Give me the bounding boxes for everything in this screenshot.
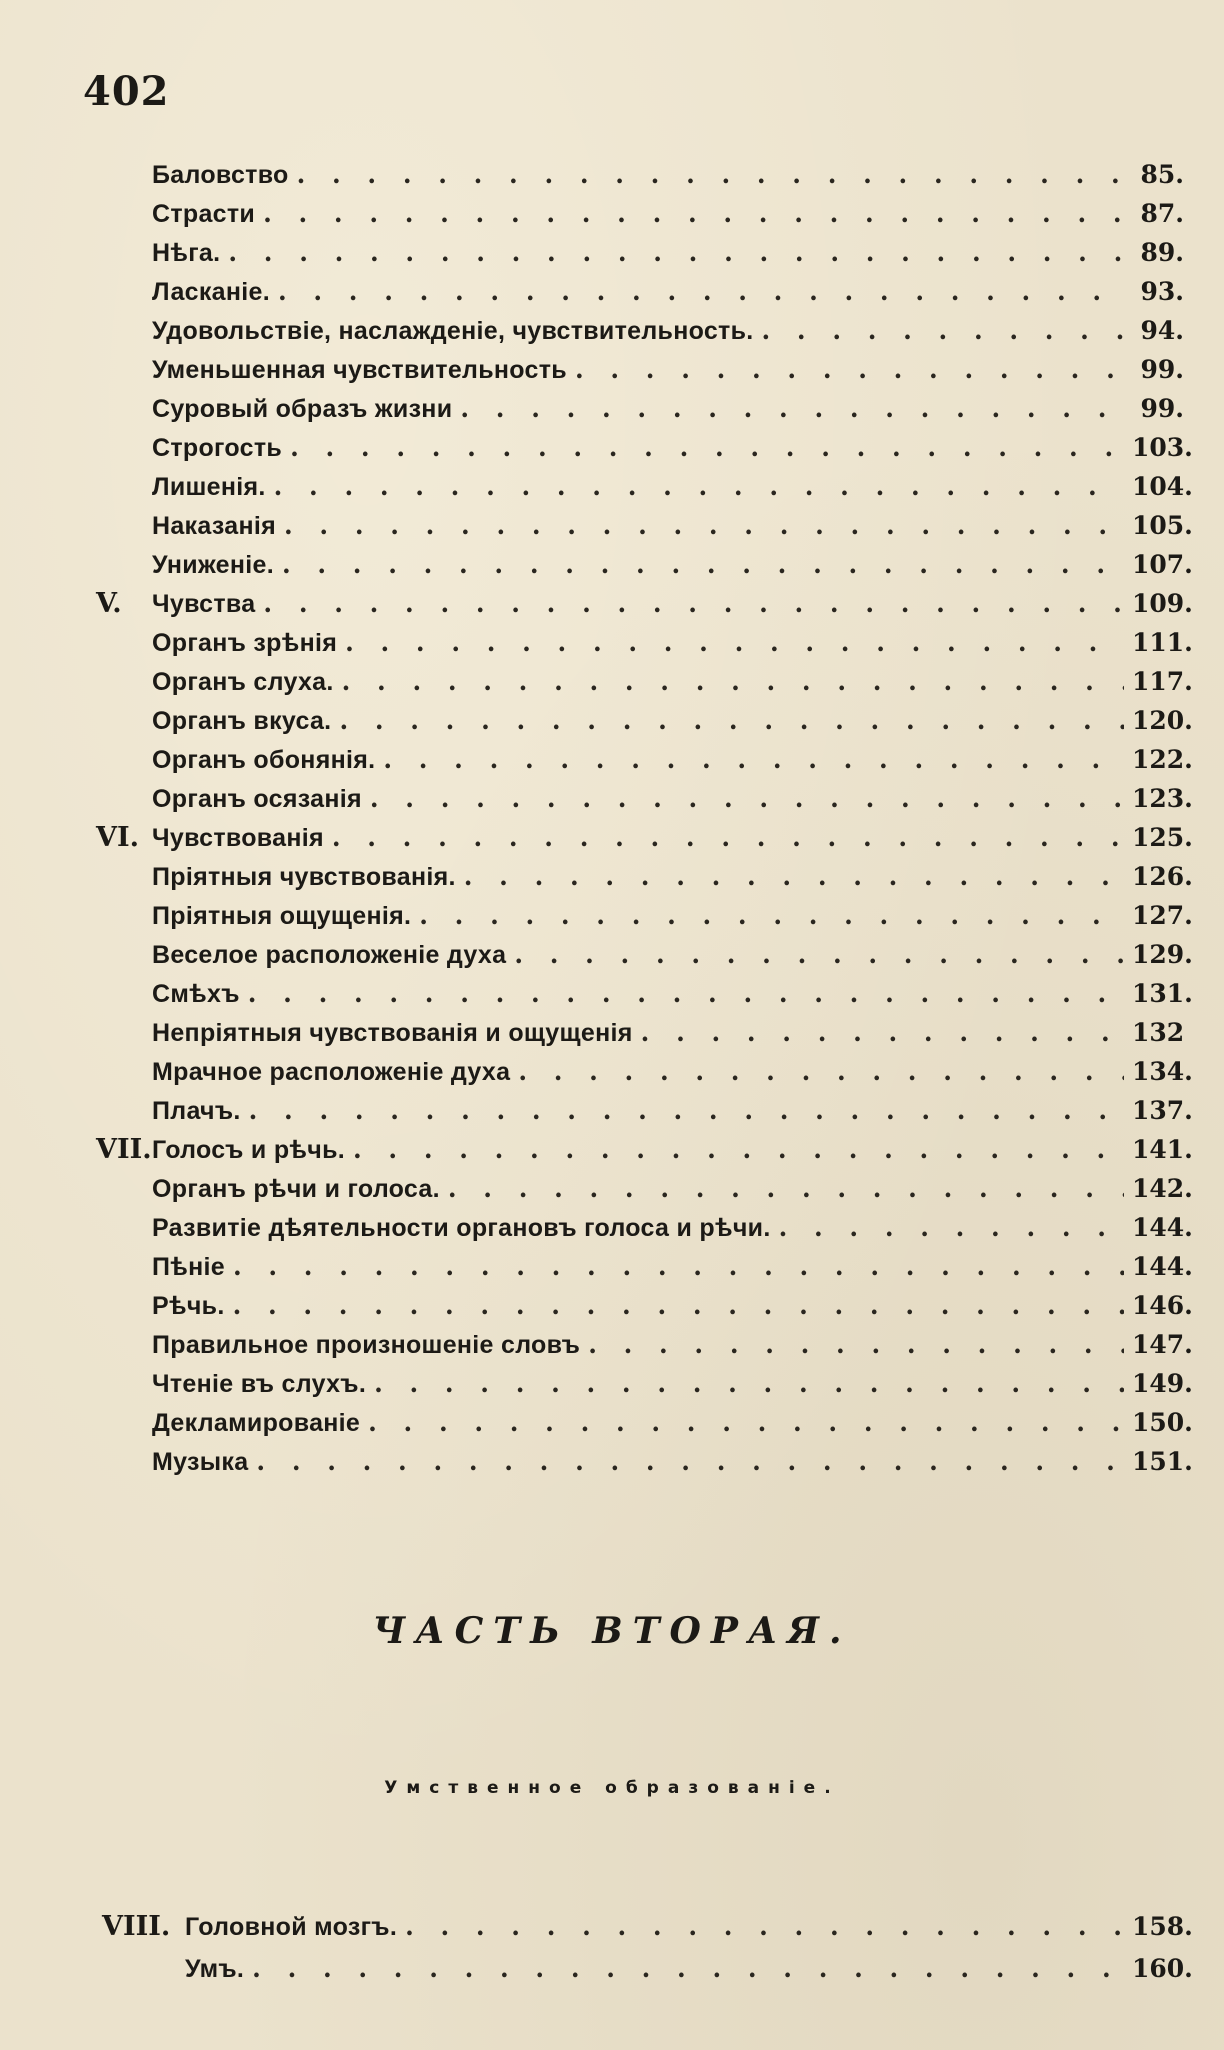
entry-page-number: 85. <box>1140 160 1184 189</box>
dot-leader <box>405 1908 1124 1946</box>
toc-entry-line <box>152 1053 1193 1091</box>
entry-page-number: 150. <box>1132 1408 1193 1437</box>
entry-title: Пѣніе <box>152 1253 225 1281</box>
toc-entry-line <box>152 1248 1193 1286</box>
dot-leader <box>252 1950 1124 1988</box>
entry-page-number: 104. <box>1132 472 1193 501</box>
toc-entry <box>0 351 1224 389</box>
toc-entry-line <box>152 156 1184 194</box>
toc-entry <box>0 858 1224 896</box>
entry-page-number: 120. <box>1132 706 1193 735</box>
toc-entry-line <box>185 1908 1193 1946</box>
toc-entry-line <box>152 897 1193 935</box>
dot-leader <box>256 1443 1124 1481</box>
toc-entry-line <box>185 1950 1193 1988</box>
toc-entry-line <box>152 975 1193 1013</box>
entry-page-number: 129. <box>1132 940 1193 969</box>
dot-leader <box>460 390 1124 428</box>
entry-page-number: 126. <box>1132 862 1193 891</box>
toc-entry-line <box>152 468 1193 506</box>
entry-title: Органъ вкуса. <box>152 707 332 735</box>
entry-title: Баловство <box>152 161 289 189</box>
dot-leader <box>233 1248 1124 1286</box>
toc-entry-line <box>152 351 1184 389</box>
entry-page-number: 107. <box>1132 550 1193 579</box>
entry-page-number: 123. <box>1132 784 1193 813</box>
toc-entry-line <box>152 195 1184 233</box>
entry-page-number: 99. <box>1140 394 1184 423</box>
toc-entry <box>0 507 1224 545</box>
dot-leader <box>263 585 1124 623</box>
dot-leader <box>374 1365 1124 1403</box>
entry-page-number: 132 <box>1132 1018 1185 1047</box>
toc-entry-line <box>152 1443 1193 1481</box>
entry-page-number: 141. <box>1132 1135 1193 1164</box>
toc-entry <box>0 1092 1224 1130</box>
entry-page-number: 117. <box>1132 667 1193 696</box>
dot-leader <box>464 858 1124 896</box>
toc-entry <box>0 1170 1224 1208</box>
entry-title: Правильное произношеніе словъ <box>152 1331 581 1359</box>
dot-leader <box>514 936 1124 974</box>
dot-leader <box>248 975 1124 1013</box>
dot-leader <box>249 1092 1124 1130</box>
toc-entry-line <box>152 1326 1193 1364</box>
toc-entry <box>0 1248 1224 1286</box>
toc-entry-line <box>152 858 1193 896</box>
toc-entry-line <box>152 273 1184 311</box>
entry-title: Плачъ. <box>152 1097 241 1125</box>
toc-entry <box>0 1443 1224 1481</box>
dot-leader <box>383 741 1124 779</box>
dot-leader <box>332 819 1124 857</box>
entry-page-number: 105. <box>1132 511 1193 540</box>
dot-leader <box>233 1287 1124 1325</box>
entry-title: Органъ слуха. <box>152 668 334 696</box>
toc-entry-line <box>152 390 1184 428</box>
entry-page-number: 109. <box>1132 589 1193 618</box>
toc-entry <box>0 1287 1224 1325</box>
toc-entry-line <box>152 429 1193 467</box>
entry-title: Строгость <box>152 434 283 462</box>
toc-entry <box>0 546 1224 584</box>
toc-entry-line <box>152 1170 1193 1208</box>
toc-entry <box>0 1326 1224 1364</box>
entry-page-number: 111. <box>1132 628 1193 657</box>
dot-leader <box>448 1170 1124 1208</box>
dot-leader <box>342 663 1124 701</box>
dot-leader <box>263 195 1124 233</box>
entry-title: Органъ рѣчи и голоса. <box>152 1175 440 1203</box>
entry-title: Уменьшенная чувствительность <box>152 356 567 384</box>
entry-page-number: 144. <box>1132 1252 1193 1281</box>
entry-title: Декламированіе <box>152 1409 361 1437</box>
entry-page-number: 151. <box>1132 1447 1193 1476</box>
entry-title: Пріятныя чувствованія. <box>152 863 456 891</box>
dot-leader <box>370 780 1124 818</box>
entry-page-number: 146. <box>1132 1291 1193 1320</box>
entry-title: Веселое расположеніе духа <box>152 941 507 969</box>
toc-entry <box>0 468 1224 506</box>
entry-title: Мрачное расположеніе духа <box>152 1058 511 1086</box>
dot-leader <box>641 1014 1124 1052</box>
dot-leader <box>284 507 1124 545</box>
toc-entry <box>0 273 1224 311</box>
toc-entry <box>0 1950 1224 1988</box>
entry-title: Органъ осязанія <box>152 785 362 813</box>
entry-title: Чтеніе въ слухъ. <box>152 1370 367 1398</box>
toc-entry-line <box>152 702 1193 740</box>
toc-entry-line <box>152 1365 1193 1403</box>
toc-entry <box>0 897 1224 935</box>
chapter-numeral: V. <box>96 588 122 619</box>
toc-entry-line <box>152 1131 1193 1169</box>
dot-leader <box>274 468 1124 506</box>
entry-page-number: 134. <box>1132 1057 1193 1086</box>
toc-entry-line <box>152 780 1193 818</box>
entry-title: Органъ обонянія. <box>152 746 376 774</box>
toc-entry-line <box>152 546 1193 584</box>
entry-title: Непріятныя чувствованія и ощущенія <box>152 1019 633 1047</box>
dot-leader <box>278 273 1124 311</box>
toc-entry-line <box>152 1404 1193 1442</box>
entry-page-number: 147. <box>1132 1330 1193 1359</box>
toc-entry-line <box>152 741 1193 779</box>
dot-leader <box>588 1326 1124 1364</box>
entry-title: Униженіе. <box>152 551 274 579</box>
toc-entry <box>0 1053 1224 1091</box>
entry-page-number: 94. <box>1140 316 1184 345</box>
entry-title: Смѣхъ <box>152 980 240 1008</box>
dot-leader <box>419 897 1124 935</box>
entry-title: Развитіе дѣятельности органовъ голоса и рѣчи. <box>152 1214 771 1242</box>
toc-entry <box>0 975 1224 1013</box>
toc-entry-line <box>152 1014 1184 1052</box>
toc-entry-line <box>152 1092 1193 1130</box>
toc-entry <box>0 624 1224 662</box>
toc-entry <box>0 1131 1224 1169</box>
entry-page-number: 160. <box>1132 1954 1193 1983</box>
entry-page-number: 122. <box>1132 745 1193 774</box>
page-number: 402 <box>83 68 170 115</box>
entry-title: Ласканіе. <box>152 278 270 306</box>
entry-title: Чувствованія <box>152 824 324 852</box>
dot-leader <box>345 624 1124 662</box>
toc-entry-line <box>152 312 1184 350</box>
entry-page-number: 89. <box>1140 238 1184 267</box>
toc-entry-line <box>152 1287 1193 1325</box>
toc-entry-line <box>152 1209 1193 1247</box>
dot-leader <box>339 702 1124 740</box>
toc-entry <box>0 1014 1224 1052</box>
entry-title: Страсти <box>152 200 256 228</box>
toc-entry-line <box>152 936 1193 974</box>
toc-entry <box>0 312 1224 350</box>
chapter-numeral: VIII. <box>102 1911 171 1942</box>
toc-entry-line <box>152 663 1193 701</box>
toc-entry <box>0 819 1224 857</box>
chapter-numeral: VI. <box>96 822 139 853</box>
chapter-numeral: VII. <box>96 1134 152 1165</box>
entry-page-number: 142. <box>1132 1174 1193 1203</box>
entry-title: Музыка <box>152 1448 249 1476</box>
entry-page-number: 127. <box>1132 901 1193 930</box>
toc-entry <box>0 390 1224 428</box>
toc-entry <box>0 741 1224 779</box>
toc-entry <box>0 936 1224 974</box>
toc-entry <box>0 1365 1224 1403</box>
dot-leader <box>779 1209 1124 1247</box>
toc-entry-line <box>152 507 1193 545</box>
toc-entry-line <box>152 624 1193 662</box>
toc-entry <box>0 156 1224 194</box>
dot-leader <box>353 1131 1124 1169</box>
entry-page-number: 103. <box>1132 433 1193 462</box>
entry-page-number: 149. <box>1132 1369 1193 1398</box>
entry-title: Умъ. <box>185 1955 245 1983</box>
entry-title: Наказанія <box>152 512 277 540</box>
entry-title: Голосъ и рѣчь. <box>152 1136 345 1164</box>
dot-leader <box>282 546 1124 584</box>
toc-entry <box>0 195 1224 233</box>
toc-entry-line <box>152 819 1193 857</box>
entry-title: Нѣга. <box>152 239 221 267</box>
entry-title: Лишенія. <box>152 473 266 501</box>
entry-page-number: 125. <box>1132 823 1193 852</box>
toc-entry <box>0 702 1224 740</box>
entry-title: Головной мозгъ. <box>185 1913 398 1941</box>
toc-entry-line <box>152 585 1193 623</box>
dot-leader <box>518 1053 1124 1091</box>
entry-page-number: 158. <box>1132 1912 1193 1941</box>
toc-entry <box>0 1209 1224 1247</box>
entry-page-number: 87. <box>1140 199 1184 228</box>
toc-entry <box>0 585 1224 623</box>
toc-entry <box>0 234 1224 272</box>
entry-page-number: 144. <box>1132 1213 1193 1242</box>
part-heading: ЧАСТЬ ВТОРАЯ. <box>372 1610 852 1652</box>
toc-entry <box>0 1908 1224 1946</box>
dot-leader <box>368 1404 1124 1442</box>
entry-title: Чувства <box>152 590 256 618</box>
entry-title: Органъ зрѣнія <box>152 629 338 657</box>
entry-title: Рѣчь. <box>152 1292 225 1320</box>
entry-page-number: 131. <box>1132 979 1193 1008</box>
entry-title: Пріятныя ощущенія. <box>152 902 412 930</box>
entry-title: Удовольствіе, наслажденіе, чувствительность. <box>152 317 754 345</box>
dot-leader <box>762 312 1125 350</box>
section-subheading: Умственное образованіе. <box>384 1778 840 1798</box>
entry-page-number: 137. <box>1132 1096 1193 1125</box>
toc-entry-line <box>152 234 1184 272</box>
entry-title: Суровый образъ жизни <box>152 395 453 423</box>
entry-page-number: 99. <box>1140 355 1184 384</box>
dot-leader <box>228 234 1124 272</box>
dot-leader <box>290 429 1124 467</box>
entry-page-number: 93. <box>1140 277 1184 306</box>
toc-entry <box>0 780 1224 818</box>
toc-entry <box>0 429 1224 467</box>
dot-leader <box>575 351 1124 389</box>
toc-entry <box>0 663 1224 701</box>
toc-entry <box>0 1404 1224 1442</box>
dot-leader <box>297 156 1124 194</box>
